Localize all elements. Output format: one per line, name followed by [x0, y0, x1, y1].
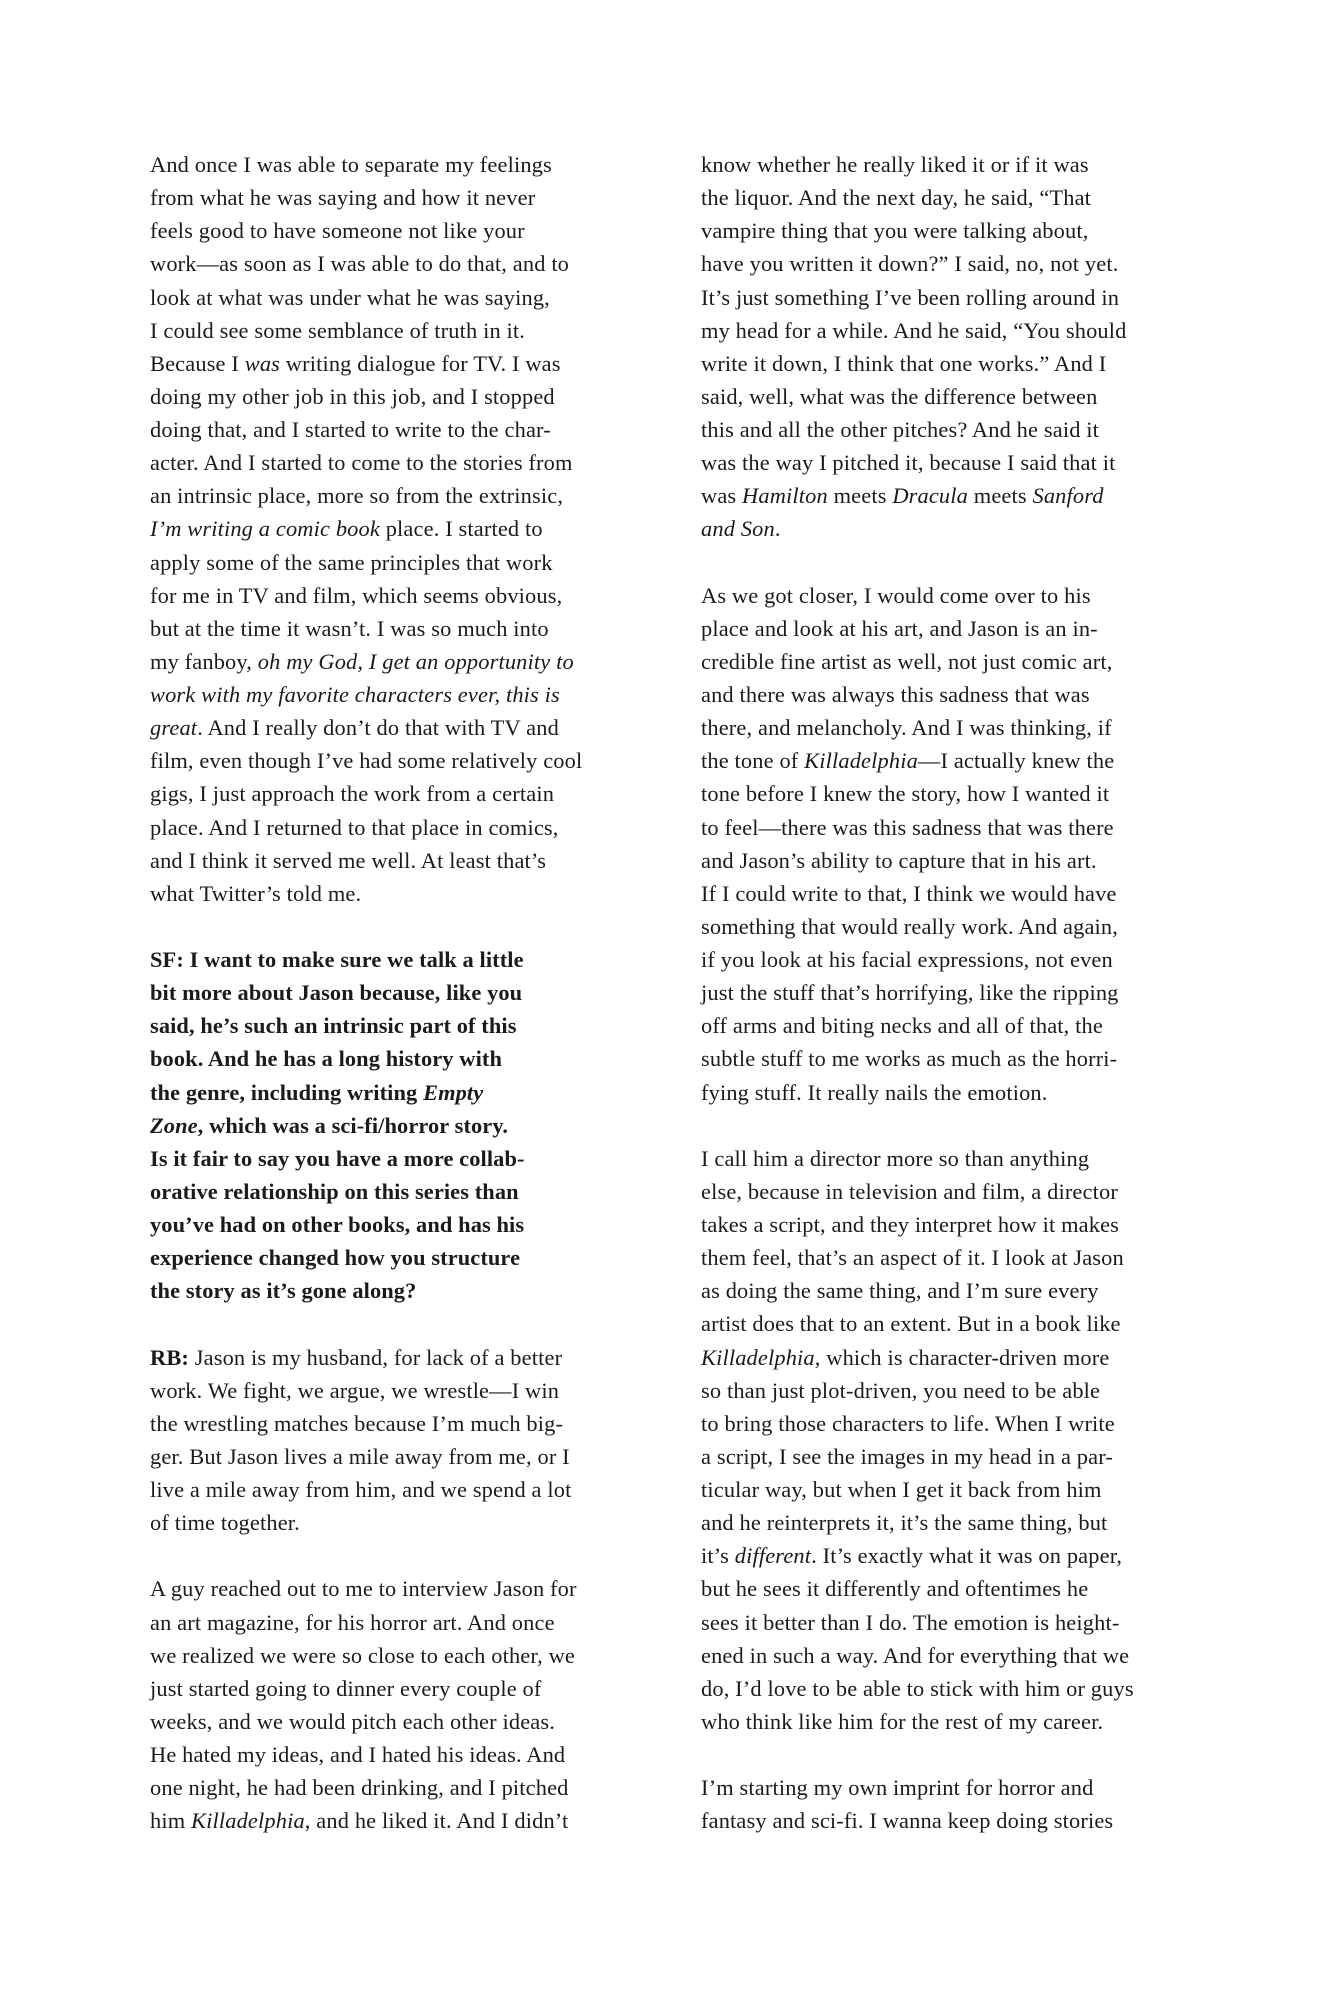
text-run: but at the time it wasn’t. I was so much into	[150, 615, 549, 641]
text-line	[701, 645, 1201, 678]
text-line	[150, 1341, 650, 1374]
text-run: said, well, what was the difference between	[701, 383, 1098, 409]
text-run: if you look at his facial expressions, not even	[701, 947, 1113, 972]
text-line	[150, 1009, 650, 1042]
text-line	[150, 1042, 650, 1075]
text-run: the liquor. And the next day, he said, “That	[701, 185, 1092, 211]
text-line	[150, 1440, 650, 1473]
text-run: so than just plot-driven, you need to be able	[701, 1377, 1101, 1403]
bold-text: said, he’s such an intrinsic part of this	[150, 1013, 517, 1039]
text-line	[150, 1241, 650, 1274]
text-line	[150, 314, 650, 347]
text-line	[150, 579, 650, 612]
text-line	[701, 844, 1201, 877]
text-line	[701, 1407, 1201, 1440]
text-run: live a mile away from him, and we spend a lot	[150, 1477, 572, 1502]
italic-text: was	[244, 350, 281, 376]
text-run: what Twitter’s told me.	[150, 880, 362, 906]
paragraph-break	[701, 1738, 1201, 1771]
text-line	[701, 1804, 1201, 1837]
text-run: sees it better than I do. The emotion is height-	[701, 1609, 1120, 1635]
text-run: and he reinterprets it, it’s the same thing, but	[701, 1510, 1108, 1536]
text-run: credible fine artist as well, not just comic art,	[701, 648, 1113, 674]
text-run: Because I	[150, 350, 245, 376]
text-run: , which is character-driven more	[814, 1344, 1110, 1370]
text-line	[701, 1606, 1201, 1639]
text-line	[150, 877, 650, 910]
text-line	[150, 645, 650, 678]
text-line	[701, 148, 1201, 181]
italic-text: Killadelphia	[701, 1344, 815, 1370]
text-line	[150, 214, 650, 247]
italic-text: work with my favorite characters ever, this is	[150, 682, 560, 707]
text-run: gigs, I just approach the work from a certain	[150, 781, 555, 807]
text-line	[150, 413, 650, 446]
italic-text: Dracula	[892, 483, 968, 509]
text-line	[701, 1208, 1201, 1241]
text-run: place and look at his art, and Jason is an in-	[701, 615, 1098, 641]
italic-text: Zone	[150, 1112, 198, 1138]
text-line	[701, 1241, 1201, 1274]
paragraph-break	[701, 1109, 1201, 1142]
text-run: —I actually knew the	[917, 748, 1115, 774]
bold-text: the story as it’s gone along?	[150, 1278, 417, 1304]
bold-text: SF: I want to make sure we talk a little	[150, 947, 524, 972]
text-run: my head for a while. And he said, “You should	[701, 317, 1127, 343]
text-run: a script, I see the images in my head in a par-	[701, 1443, 1113, 1469]
text-run: and Jason’s ability to capture that in his art.	[701, 847, 1097, 873]
text-line	[701, 314, 1201, 347]
text-line	[701, 1572, 1201, 1605]
italic-text: Killadelphia	[191, 1808, 305, 1834]
text-run: As we got closer, I would come over to his	[701, 582, 1091, 608]
text-line	[150, 479, 650, 512]
text-column-left	[150, 148, 650, 1837]
text-run: meets	[968, 483, 1033, 509]
text-run: fantasy and sci-fi. I wanna keep doing stories	[701, 1808, 1114, 1834]
bold-text: experience changed how you structure	[150, 1245, 521, 1271]
text-line	[701, 413, 1201, 446]
text-line	[150, 612, 650, 645]
text-line	[150, 1639, 650, 1672]
text-line	[150, 1771, 650, 1804]
text-run: know whether he really liked it or if it was	[701, 152, 1089, 177]
text-line	[701, 1473, 1201, 1506]
text-run: I call him a director more so than anything	[701, 1145, 1090, 1171]
text-line	[150, 1506, 650, 1539]
text-line	[701, 181, 1201, 214]
text-run: it’s	[701, 1543, 735, 1569]
text-run: as doing the same thing, and I’m sure every	[701, 1278, 1099, 1304]
text-run: feels good to have someone not like your	[150, 218, 525, 244]
text-line	[701, 380, 1201, 413]
text-line	[150, 446, 650, 479]
text-run: the wrestling matches because I’m much big-	[150, 1410, 564, 1436]
text-line	[150, 1672, 650, 1705]
text-line	[150, 1208, 650, 1241]
bold-text: book. And he has a long history with	[150, 1046, 502, 1072]
text-line	[150, 1572, 650, 1605]
italic-text: Hamilton	[742, 483, 828, 509]
text-line	[150, 1407, 650, 1440]
text-run: subtle stuff to me works as much as the horri-	[701, 1046, 1118, 1072]
text-line	[701, 1672, 1201, 1705]
text-line	[150, 380, 650, 413]
text-run: and there was always this sadness that was	[701, 682, 1090, 707]
text-line	[150, 744, 650, 777]
text-line	[701, 1539, 1201, 1572]
text-line	[701, 744, 1201, 777]
text-line	[150, 1175, 650, 1208]
text-run: acter. And I started to come to the stories from	[150, 450, 573, 476]
text-run: just the stuff that’s horrifying, like the ripping	[701, 980, 1119, 1006]
text-line	[701, 479, 1201, 512]
text-line	[150, 1606, 650, 1639]
text-line	[150, 1274, 650, 1307]
text-run: . And I really don’t do that with TV and	[197, 715, 559, 741]
text-line	[701, 910, 1201, 943]
text-run: have you written it down?” I said, no, not yet.	[701, 251, 1119, 277]
italic-text: different	[734, 1543, 812, 1569]
text-line	[701, 877, 1201, 910]
text-run: I’m starting my own imprint for horror and	[701, 1775, 1094, 1801]
text-line	[150, 281, 650, 314]
text-run: and I think it served me well. At least that’s	[150, 847, 547, 873]
text-line	[701, 281, 1201, 314]
text-line	[701, 347, 1201, 380]
text-line	[701, 1705, 1201, 1738]
text-line	[150, 247, 650, 280]
text-line	[701, 579, 1201, 612]
text-run: just started going to dinner every couple of	[150, 1675, 542, 1701]
text-run: .	[774, 516, 781, 542]
text-run: them feel, that’s an aspect of it. I look at Jason	[701, 1245, 1124, 1271]
text-run: A guy reached out to me to interview Jason for	[150, 1576, 577, 1602]
text-run: from what he was saying and how it never	[150, 185, 536, 211]
bold-text: Is it fair to say you have a more collab-	[150, 1145, 525, 1171]
text-run: an intrinsic place, more so from the extrinsic,	[150, 483, 564, 509]
text-line	[150, 1705, 650, 1738]
text-run: my fanboy,	[150, 648, 258, 674]
text-run: but he sees it differently and oftentimes he	[701, 1576, 1089, 1602]
text-line	[701, 1440, 1201, 1473]
text-run: film, even though I’ve had some relatively cool	[150, 748, 583, 774]
paragraph-break	[150, 910, 650, 943]
text-run: was	[701, 483, 743, 509]
text-run: takes a script, and they interpret how it makes	[701, 1212, 1120, 1237]
text-run: one night, he had been drinking, and I pitched	[150, 1775, 569, 1801]
text-line	[701, 512, 1201, 545]
text-line	[150, 1142, 650, 1175]
bold-text: the genre, including writing	[150, 1079, 424, 1105]
text-line	[150, 844, 650, 877]
text-run: fying stuff. It really nails the emotion.	[701, 1079, 1048, 1105]
text-run: artist does that to an extent. But in a book like	[701, 1311, 1121, 1337]
text-run: for me in TV and film, which seems obvious,	[150, 582, 563, 608]
text-run: ger. But Jason lives a mile away from me, or I	[150, 1443, 570, 1469]
text-line	[701, 1374, 1201, 1407]
text-line	[701, 1175, 1201, 1208]
text-line	[150, 1076, 650, 1109]
bold-text: you’ve had on other books, and has his	[150, 1212, 525, 1237]
text-line	[150, 678, 650, 711]
text-run: ened in such a way. And for everything that we	[701, 1642, 1130, 1668]
text-run: the tone of	[701, 748, 805, 774]
text-run: tone before I knew the story, how I wanted it	[701, 781, 1110, 807]
text-line	[150, 711, 650, 744]
text-line	[701, 446, 1201, 479]
text-run: do, I’d love to be able to stick with him or guys	[701, 1675, 1134, 1701]
italic-text: great	[150, 715, 198, 741]
text-line	[701, 1274, 1201, 1307]
text-line	[150, 148, 650, 181]
text-run: of time together.	[150, 1510, 300, 1536]
text-run: this and all the other pitches? And he said it	[701, 417, 1100, 442]
text-run: we realized we were so close to each other, we	[150, 1642, 575, 1668]
bold-text: , which was a sci-fi/horror story.	[197, 1112, 509, 1138]
text-run: meets	[827, 483, 893, 509]
text-line	[701, 1076, 1201, 1109]
text-run: And once I was able to separate my feelings	[150, 152, 552, 177]
text-line	[701, 1341, 1201, 1374]
text-line	[701, 1042, 1201, 1075]
text-run: place. I started to	[379, 516, 543, 542]
text-line	[150, 811, 650, 844]
text-run: vampire thing that you were talking about,	[701, 218, 1089, 244]
text-line	[150, 1738, 650, 1771]
text-line	[150, 777, 650, 810]
text-line	[701, 1506, 1201, 1539]
text-line	[150, 943, 650, 976]
text-run: writing dialogue for TV. I was	[280, 350, 561, 376]
text-line	[701, 1771, 1201, 1804]
text-run: . It’s exactly what it was on paper,	[811, 1543, 1123, 1569]
text-run: an art magazine, for his horror art. And once	[150, 1609, 555, 1635]
text-run: write it down, I think that one works.” And I	[701, 350, 1107, 376]
text-run: I could see some semblance of truth in it.	[150, 317, 526, 343]
italic-text: and Son	[701, 516, 775, 542]
italic-text: Empty	[423, 1079, 484, 1105]
text-run: work. We fight, we argue, we wrestle—I win	[150, 1377, 560, 1403]
text-run: , and he liked it. And I didn’t	[304, 1808, 569, 1834]
text-run: was the way I pitched it, because I said that it	[701, 450, 1116, 476]
paragraph-break	[150, 1539, 650, 1572]
italic-text: Sanford	[1032, 483, 1104, 509]
text-run: to bring those characters to life. When I write	[701, 1410, 1115, 1436]
text-run: Jason is my husband, for lack of a better	[189, 1344, 563, 1370]
text-run: work—as soon as I was able to do that, and to	[150, 251, 570, 277]
text-run: It’s just something I’ve been rolling around in	[701, 284, 1120, 310]
text-line	[701, 1639, 1201, 1672]
text-run: who think like him for the rest of my career.	[701, 1708, 1104, 1734]
text-run: place. And I returned to that place in comics,	[150, 814, 559, 840]
text-line	[701, 711, 1201, 744]
bold-text: bit more about Jason because, like you	[150, 980, 523, 1006]
text-run: him	[150, 1808, 192, 1834]
italic-text: oh my God, I get an opportunity to	[257, 648, 574, 674]
bold-text: RB:	[150, 1344, 190, 1370]
text-run: else, because in television and film, a director	[701, 1178, 1118, 1204]
text-run: weeks, and we would pitch each other ideas.	[150, 1708, 555, 1734]
text-line	[150, 512, 650, 545]
text-line	[701, 678, 1201, 711]
text-line	[150, 1374, 650, 1407]
text-line	[150, 347, 650, 380]
text-line	[150, 181, 650, 214]
text-run: look at what was under what he was saying,	[150, 284, 550, 310]
text-line	[701, 1307, 1201, 1340]
text-line	[701, 811, 1201, 844]
text-run: there, and melancholy. And I was thinking, if	[701, 715, 1112, 741]
text-run: He hated my ideas, and I hated his ideas. And	[150, 1742, 566, 1767]
text-line	[701, 1142, 1201, 1175]
text-run: If I could write to that, I think we would have	[701, 880, 1117, 906]
text-run: something that would really work. And again,	[701, 913, 1119, 939]
text-line	[150, 546, 650, 579]
italic-text: Killadelphia	[804, 748, 918, 774]
text-run: doing my other job in this job, and I stopped	[150, 383, 555, 409]
text-run: doing that, and I started to write to the char-	[150, 417, 551, 442]
text-line	[150, 1804, 650, 1837]
text-line	[701, 247, 1201, 280]
text-line	[701, 612, 1201, 645]
text-line	[701, 943, 1201, 976]
text-column-right	[701, 148, 1201, 1837]
text-line	[701, 214, 1201, 247]
text-run: ticular way, but when I get it back from him	[701, 1477, 1102, 1502]
bold-text: orative relationship on this series than	[150, 1178, 519, 1204]
italic-text: I’m writing a comic book	[150, 516, 380, 542]
paragraph-break	[701, 546, 1201, 579]
text-line	[701, 976, 1201, 1009]
text-line	[150, 976, 650, 1009]
text-line	[701, 777, 1201, 810]
text-line	[150, 1109, 650, 1142]
text-run: off arms and biting necks and all of that, the	[701, 1013, 1103, 1039]
text-line	[150, 1473, 650, 1506]
text-run: to feel—there was this sadness that was there	[701, 814, 1114, 840]
text-run: apply some of the same principles that work	[150, 549, 553, 575]
text-line	[701, 1009, 1201, 1042]
paragraph-break	[150, 1307, 650, 1340]
